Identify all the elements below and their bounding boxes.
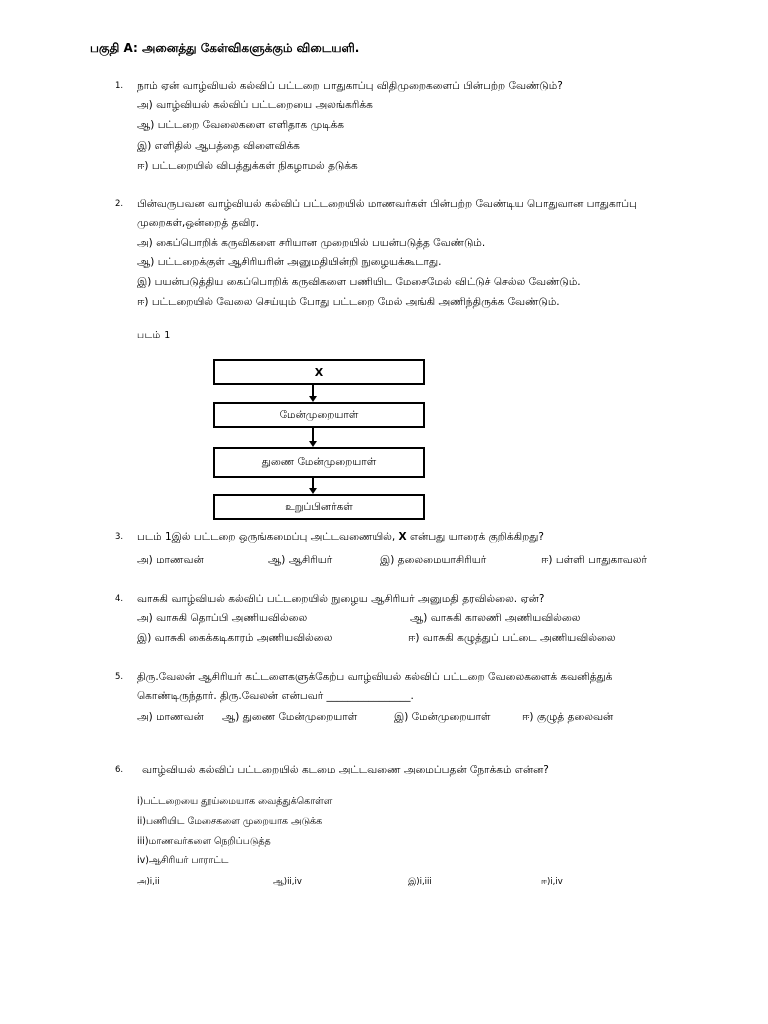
- option-c: இ) வாசுகி கைக்கடிகாரம் அணியவில்லை: [137, 631, 333, 644]
- options-row: [137, 550, 727, 570]
- option-b: ஆ)ii,iv: [273, 877, 302, 887]
- option-a: அ)i,ii: [137, 877, 160, 887]
- flow-arrow-icon: [309, 428, 317, 447]
- question-text-end: என்பது யாரைக் குறிக்கிறது?: [406, 530, 544, 543]
- flow-arrow-icon: [309, 478, 317, 494]
- option-b: ஆ) பட்டறை வேலைகளை எளிதாக முடிக்க: [137, 119, 344, 132]
- question-2: [115, 195, 727, 313]
- options-row-2: [137, 629, 727, 649]
- options-row: [137, 707, 727, 727]
- option-b: ஆ) பட்டறைக்குள் ஆசிரியரின் அனுமதியின்றி நுழையக்கூடாது.: [137, 256, 442, 269]
- option-a: அ) வாழ்வியல் கல்விப் பட்டறையை அலங்கரிக்க: [137, 98, 373, 111]
- option-d: ஈ)i,iv: [541, 877, 563, 887]
- statement-i: i)பட்டறையை தூய்மையாக வைத்துக்கொள்ள: [137, 796, 333, 807]
- question-5: [115, 668, 727, 727]
- option-b: ஆ) ஆசிரியர்: [268, 554, 333, 566]
- question-number: 6.: [115, 765, 124, 775]
- question-4: [115, 590, 727, 649]
- option-b: ஆ) துணை மேன்முறையாள்: [222, 710, 358, 723]
- flowchart-box-x: X: [213, 359, 425, 385]
- statements-list: [137, 792, 727, 871]
- question-text-line-2: முறைகள்,ஒன்றைத் தவிர.: [137, 217, 260, 229]
- question-text: நாம் ஏன் வாழ்வியல் கல்விப் பட்டறை பாதுகாப்பு விதிமுறைகளைப் பின்பற்ற வேண்டும்?: [137, 80, 563, 93]
- statement-ii: ii)பணியிட மேசைகளை முறையாக அடுக்க: [137, 815, 323, 827]
- option-c: இ) எளிதில் ஆபத்தை விளைவிக்க: [137, 139, 300, 152]
- flowchart-box-members: உறுப்பினர்கள்: [213, 494, 425, 520]
- flowchart-box-supervisor: மேன்முறையாள்: [213, 402, 425, 428]
- question-text-x: X: [398, 530, 407, 543]
- question-text: [137, 528, 727, 548]
- question-number: 3.: [115, 531, 124, 542]
- statement-iii: iii)மாணவர்களை நெறிப்படுத்த: [137, 835, 271, 847]
- option-d: ஈ) குழுத் தலைவன்: [522, 710, 614, 723]
- option-d: ஈ) வாசுகி கழுத்துப் பட்டை அணியவில்லை: [408, 631, 616, 644]
- option-d: ஈ) பள்ளி பாதுகாவலர்: [541, 554, 647, 566]
- options-row: [137, 872, 727, 892]
- flow-arrow-icon: [309, 385, 317, 402]
- options-row-1: [137, 609, 727, 629]
- question-number: 1.: [115, 81, 124, 92]
- option-c: இ) தலைமையாசிரியர்: [380, 554, 487, 566]
- option-b: ஆ) வாசுகி காலணி அணியவில்லை: [410, 612, 581, 624]
- option-a: அ) மாணவன்: [137, 554, 204, 566]
- question-text-line-2: கொண்டிருந்தார். திரு.வேலன் என்பவர் ________________.: [137, 690, 414, 702]
- option-a: அ) கைப்பொறிக் கருவிகளை சரியான முறையில் பயன்படுத்த வேண்டும்.: [137, 236, 486, 249]
- question-number: 5.: [115, 671, 124, 682]
- question-text: வாசுகி வாழ்வியல் கல்விப் பட்டறையில் நுழைய ஆசிரியர் அனுமதி தரவில்லை. ஏன்?: [137, 592, 545, 605]
- option-d: ஈ) பட்டறையில் விபத்துக்கள் நிகழாமல் தடுக்க: [137, 160, 358, 173]
- option-c: இ) பயன்படுத்திய கைப்பொறிக் கருவிகளை பணியிட மேசைமேல் விட்டுச் செல்ல வேண்டும்.: [137, 276, 581, 288]
- option-d: ஈ) பட்டறையில் வேலை செய்யும் போது பட்டறை மேல் அங்கி அணிந்திருக்க வேண்டும்.: [137, 295, 560, 308]
- option-a: அ) வாசுகி தொப்பி அணியவில்லை: [137, 612, 308, 624]
- question-text-line-1: பின்வருபவன வாழ்வியல் கல்விப் பட்டறையில் மாணவர்கள் பின்பற்ற வேண்டிய பொதுவான பாதுகாப்பு: [137, 197, 637, 210]
- option-c: இ)i,iii: [408, 877, 432, 887]
- option-c: இ) மேன்முறையாள்: [394, 710, 491, 723]
- question-number: 4.: [115, 593, 124, 604]
- statement-iv: iv)ஆசிரியர் பாராட்ட: [137, 855, 229, 867]
- question-3: [115, 528, 727, 571]
- section-title: பகுதி A: அனைத்து கேள்விகளுக்கும் விடையளி.: [90, 41, 360, 55]
- option-a: அ) மாணவன்: [137, 710, 204, 723]
- question-text-line-1: திரு.வேலன் ஆசிரியர் கட்டளைகளுக்கேற்ப வாழ்வியல் கல்விப் பட்டறை வேலைகளைக் கவனித்துக்: [137, 670, 613, 683]
- figure-caption: படம் 1: [137, 330, 171, 341]
- question-1: [115, 77, 727, 177]
- question-text: வாழ்வியல் கல்விப் பட்டறையில் கடமை அட்டவணை அமைப்பதன் நோக்கம் என்ன?: [142, 764, 549, 776]
- question-text-start: படம் 1இல் பட்டறை ஒருங்கமைப்பு அட்டவணையில்,: [137, 530, 399, 543]
- flowchart-box-assistant-supervisor: துணை மேன்முறையாள்: [213, 447, 425, 478]
- question-number: 2.: [115, 198, 124, 209]
- question-6: [115, 761, 727, 892]
